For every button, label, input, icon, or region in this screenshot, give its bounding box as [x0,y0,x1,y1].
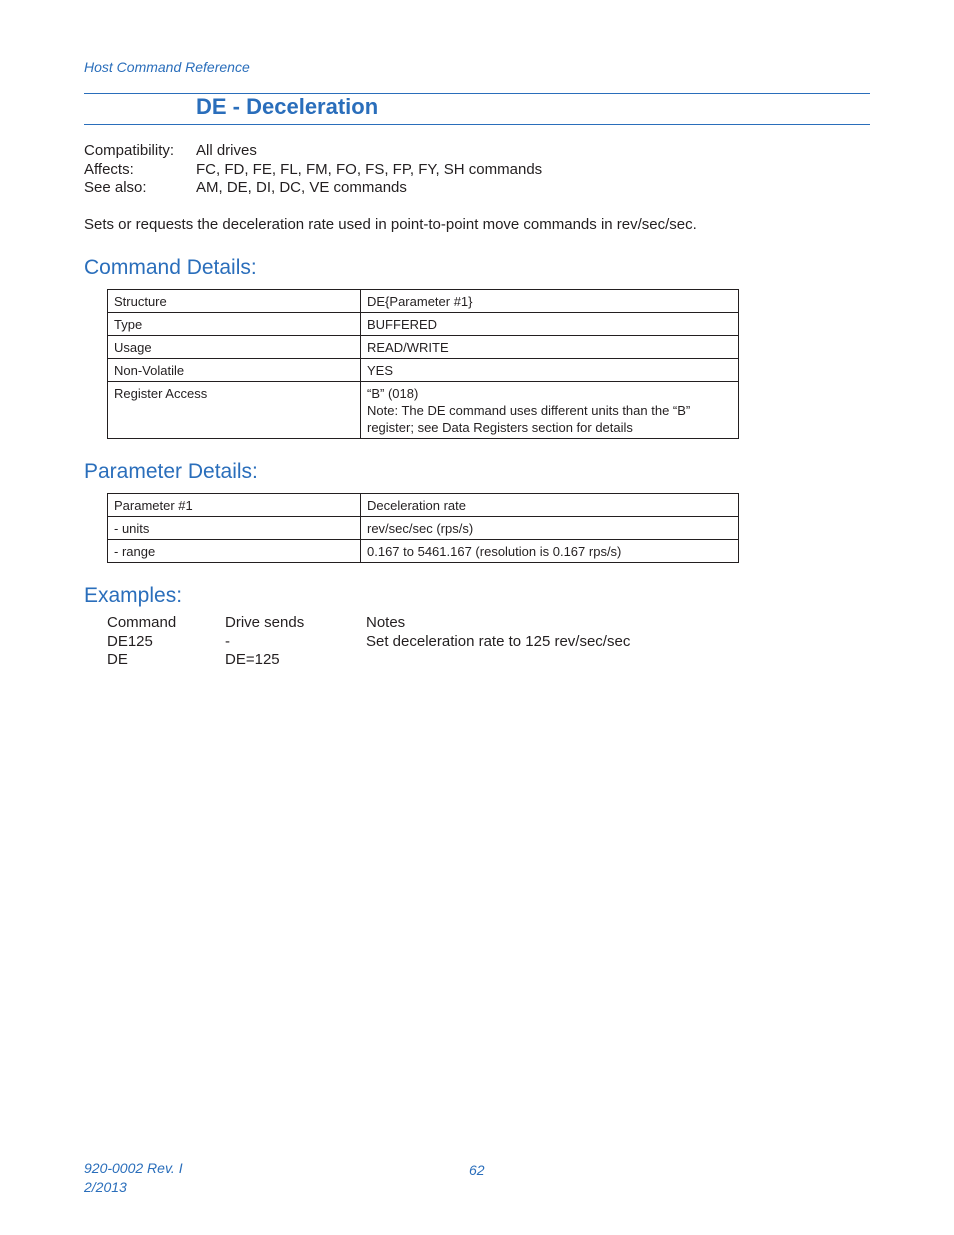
table-value: BUFFERED [361,313,739,336]
page-number: 62 [469,1162,485,1178]
table-row [108,336,739,359]
command-details-heading: Command Details: [84,256,257,279]
table-key: Non-Volatile [108,359,361,382]
table-row [108,359,739,382]
column-header: Drive sends [225,614,305,631]
meta-value: All drives [196,142,257,159]
examples-table [107,614,630,670]
table-row [108,540,739,563]
doc-date: 2/2013 [84,1179,127,1195]
table-row [108,290,739,313]
compatibility-block [84,142,542,198]
meta-label: See also: [84,179,147,196]
meta-value: AM, DE, DI, DC, VE commands [196,179,407,196]
table-key: Type [108,313,361,336]
meta-row [84,142,542,161]
table-value: rev/sec/sec (rps/s) [361,517,739,540]
table-row [108,313,739,336]
meta-row [84,179,542,198]
parameter-details-table [107,493,739,563]
table-key: Register Access [108,382,361,439]
example-drive-sends: DE=125 [225,651,280,668]
example-row [107,651,630,670]
example-command: DE125 [107,632,153,650]
column-header: Notes [366,614,406,631]
parameter-details-heading: Parameter Details: [84,460,258,483]
example-drive-sends: - [225,632,230,650]
examples-header-row [107,614,630,633]
command-description: Sets or requests the deceleration rate used in point-to-point move commands in rev/sec/sec. [84,216,697,233]
table-row [108,494,739,517]
table-value: READ/WRITE [361,336,739,359]
table-value: YES [361,359,739,382]
meta-value: FC, FD, FE, FL, FM, FO, FS, FP, FY, SH commands [196,160,543,178]
footer-doc-info [84,1159,183,1197]
table-value: 0.167 to 5461.167 (resolution is 0.167 rps/s) [361,540,739,563]
table-key: Parameter #1 [108,494,361,517]
table-key: - range [108,540,361,563]
meta-label: Compatibility: [84,142,175,159]
register-value: “B” (018) [367,386,419,401]
page-title: DE - Deceleration [196,94,379,119]
meta-label: Affects: [84,160,134,178]
table-value [361,382,739,439]
title-rule-bottom [84,124,870,125]
example-notes: Set deceleration rate to 125 rev/sec/sec [366,632,631,650]
table-key: - units [108,517,361,540]
example-command: DE [107,651,128,668]
table-key: Structure [108,290,361,313]
table-value: Deceleration rate [361,494,739,517]
example-row [107,633,630,652]
column-header: Command [107,614,177,631]
command-details-table [107,289,739,439]
doc-number: 920-0002 Rev. I [84,1160,183,1176]
table-value: DE{Parameter #1} [361,290,739,313]
running-header: Host Command Reference [84,59,250,75]
table-key: Usage [108,336,361,359]
table-row [108,382,739,439]
table-row [108,517,739,540]
examples-heading: Examples: [84,584,183,607]
register-note-line2: register; see Data Registers section for details [367,420,633,435]
register-note-line1: Note: The DE command uses different units than the “B” [367,403,691,418]
meta-row [84,161,542,180]
